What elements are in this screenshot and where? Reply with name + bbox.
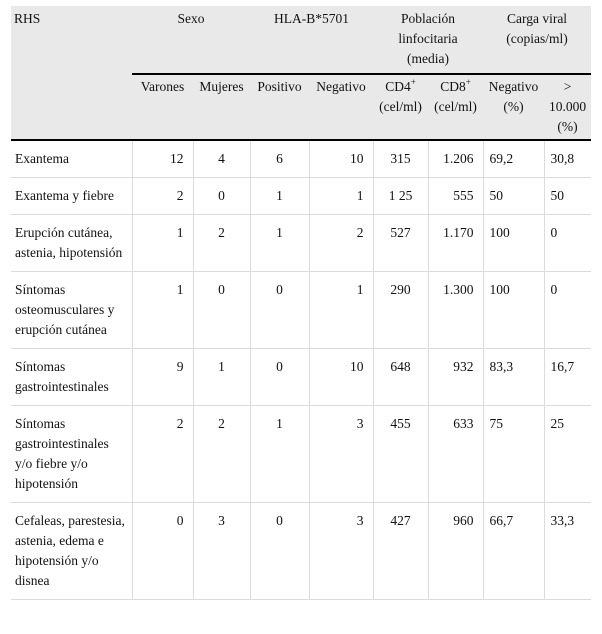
cell-cd8: 555: [428, 178, 483, 215]
cell-mujeres: 3: [193, 503, 250, 600]
cell-cv-neg: 50: [483, 178, 544, 215]
cell-rhs: Síntomas osteomusculares y erupción cutánea: [11, 272, 132, 349]
cell-negativo: 3: [309, 406, 373, 503]
cell-cv-neg: 100: [483, 272, 544, 349]
cell-positivo: 1: [250, 178, 309, 215]
cd8-unit: (cel/ml): [434, 99, 477, 114]
cell-cd8: 1.206: [428, 140, 483, 178]
cell-mujeres: 2: [193, 215, 250, 272]
cell-mujeres: 1: [193, 349, 250, 406]
header-cv-high: > 10.000 (%): [544, 74, 591, 140]
cell-rhs: Exantema y fiebre: [11, 178, 132, 215]
cell-cd4: 290: [373, 272, 428, 349]
cell-rhs: Erupción cutánea, astenia, hipotensión: [11, 215, 132, 272]
cd4-sup: +: [410, 76, 416, 87]
cell-negativo: 3: [309, 503, 373, 600]
cell-cv-high: 0: [544, 215, 591, 272]
cell-positivo: 1: [250, 215, 309, 272]
header-hla: HLA-B*5701: [250, 6, 373, 74]
data-table: [11, 6, 591, 600]
cell-cd4: 427: [373, 503, 428, 600]
cell-varones: 0: [132, 503, 193, 600]
table-row: [11, 178, 591, 215]
header-cv-negativo: Negativo (%): [483, 74, 544, 140]
table-body: [11, 140, 591, 600]
cell-varones: 1: [132, 272, 193, 349]
cell-mujeres: 0: [193, 178, 250, 215]
cell-cd4: 1 25: [373, 178, 428, 215]
table-row: [11, 215, 591, 272]
cell-cv-neg: 66,7: [483, 503, 544, 600]
cell-rhs: Síntomas gastrointestinales y/o fiebre y/o hipotensión: [11, 406, 132, 503]
cell-cv-high: 50: [544, 178, 591, 215]
header-positivo: Positivo: [250, 74, 309, 140]
cell-cd8: 633: [428, 406, 483, 503]
header-varones: Varones: [132, 74, 193, 140]
cd4-unit: (cel/ml): [379, 99, 422, 114]
cell-varones: 2: [132, 178, 193, 215]
cell-cv-high: 0: [544, 272, 591, 349]
table-header: [11, 6, 591, 140]
header-carga: Carga viral (copias/ml): [483, 6, 591, 74]
cell-cv-neg: 83,3: [483, 349, 544, 406]
cell-positivo: 0: [250, 503, 309, 600]
cell-negativo: 10: [309, 349, 373, 406]
cell-cd4: 527: [373, 215, 428, 272]
header-row-group: [11, 6, 591, 74]
cell-cv-neg: 100: [483, 215, 544, 272]
cell-positivo: 1: [250, 406, 309, 503]
cell-positivo: 0: [250, 272, 309, 349]
cell-rhs: Cefaleas, parestesia, astenia, edema e hipotensión y/o disnea: [11, 503, 132, 600]
cell-cv-neg: 69,2: [483, 140, 544, 178]
cell-cd4: 648: [373, 349, 428, 406]
header-poblacion: Población linfocitaria (media): [373, 6, 483, 74]
cell-cd8: 1.300: [428, 272, 483, 349]
cd8-label: CD8: [440, 79, 466, 94]
header-negativo: Negativo: [309, 74, 373, 140]
cell-positivo: 0: [250, 349, 309, 406]
cell-rhs: Exantema: [11, 140, 132, 178]
table-row: [11, 503, 591, 600]
cd4-label: CD4: [385, 79, 411, 94]
table-row: [11, 272, 591, 349]
cell-mujeres: 2: [193, 406, 250, 503]
cell-rhs: Síntomas gastrointestinales: [11, 349, 132, 406]
cell-cv-high: 33,3: [544, 503, 591, 600]
cell-positivo: 6: [250, 140, 309, 178]
header-sexo: Sexo: [132, 6, 250, 74]
cell-cv-high: 25: [544, 406, 591, 503]
cell-mujeres: 4: [193, 140, 250, 178]
cell-negativo: 2: [309, 215, 373, 272]
cell-varones: 9: [132, 349, 193, 406]
cell-cd8: 960: [428, 503, 483, 600]
cell-varones: 12: [132, 140, 193, 178]
header-rhs: RHS: [11, 6, 132, 140]
table-row: [11, 140, 591, 178]
header-cd8: [428, 74, 483, 140]
cell-negativo: 1: [309, 272, 373, 349]
cell-mujeres: 0: [193, 272, 250, 349]
cell-cd8: 932: [428, 349, 483, 406]
cd8-sup: +: [465, 76, 471, 87]
table-row: [11, 406, 591, 503]
cell-varones: 2: [132, 406, 193, 503]
cell-cv-high: 16,7: [544, 349, 591, 406]
cell-cv-neg: 75: [483, 406, 544, 503]
cell-negativo: 1: [309, 178, 373, 215]
cell-varones: 1: [132, 215, 193, 272]
cell-cv-high: 30,8: [544, 140, 591, 178]
header-cd4: [373, 74, 428, 140]
header-mujeres: Mujeres: [193, 74, 250, 140]
cell-cd4: 315: [373, 140, 428, 178]
cell-cd4: 455: [373, 406, 428, 503]
table-row: [11, 349, 591, 406]
cell-cd8: 1.170: [428, 215, 483, 272]
cell-negativo: 10: [309, 140, 373, 178]
